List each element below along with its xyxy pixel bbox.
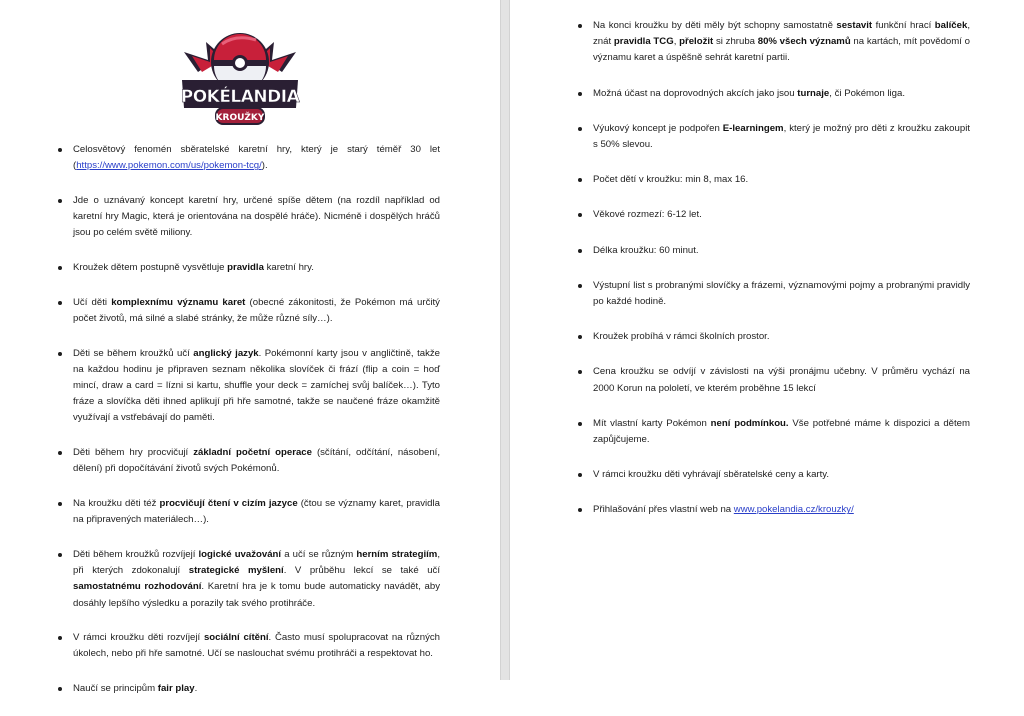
bold-text: není podmínkou. — [710, 417, 789, 429]
logo-title: POKÉLANDIA — [180, 87, 300, 107]
text-span: , — [673, 36, 680, 48]
bold-text: základní početní operace — [193, 447, 312, 459]
list-item — [576, 278, 970, 310]
list-item — [56, 260, 440, 276]
text-span: Jde o uznávaný koncept karetní hry, určené spíše dětem (na rozdíl například od karetní hry Magic, která je orientována na dospělé hráče). Nicméně i dospělých hráčů jsou po celém světě miliony. — [73, 194, 440, 239]
text-span: , znát — [593, 20, 970, 48]
text-span: Výstupní list s probranými slovíčky a frázemi, významovými pojmy a probranými pravidly po každé hodině. — [593, 279, 970, 308]
text-span: Výukový koncept je podpořen — [593, 122, 723, 134]
text-span: (sčítání, odčítání, násobení, dělení) při dopočítávání životů svých Pokémonů. — [73, 447, 440, 475]
document-page-1 — [0, 0, 500, 695]
text-span: . Pokémonní karty jsou v angličtině, takže na každou hodinu je připraven seznam několika slovíček či frází (flip a coin = hoď mincí, draw a card = lízni si kartu, shuffle your deck = zamíchej svůj balíček…). Tyto fráze a slovíčka děti ihned aplikují při hře samotné, takže se naučené fráze okamžitě využívají a vstřebávají do paměti. — [73, 347, 440, 424]
bullet-list-right — [576, 18, 970, 538]
text-span: Celosvětový fenomén sběratelské karetní hry, který je starý téměř 30 let ( — [73, 144, 440, 172]
text-span: V rámci kroužku děti vyhrávají sběratelské ceny a karty. — [593, 469, 830, 481]
bold-text: logické uvažování — [198, 548, 282, 560]
list-item — [576, 329, 970, 345]
list-item — [576, 502, 970, 518]
text-span: Délka kroužku: 60 minut. — [593, 244, 699, 256]
list-item — [56, 630, 440, 662]
text-span: Naučí se principům — [73, 683, 158, 695]
text-span: Děti během hry procvičují — [73, 447, 194, 459]
list-item — [576, 467, 970, 483]
list-item — [56, 193, 440, 242]
text-span: , který je možný pro děti z kroužku zakoupit s 50% slevou. — [593, 122, 970, 151]
text-span: . Často musí spolupracovat na různých úkolech, nebo při hře samotné. Učí se naslouchat svému protihráči a respektovat ho. — [73, 632, 440, 660]
text-span: Kroužek probíhá v rámci školních prostor. — [593, 331, 770, 343]
text-span: funkční hrací — [872, 20, 935, 31]
list-item — [56, 496, 440, 528]
text-span: na kartách, mít povědomí o významu karet a úspěšně sehrát karetní partii. — [593, 36, 970, 64]
text-span: Děti během kroužků rozvíjejí — [73, 548, 199, 560]
bold-text: sociální cítění — [203, 632, 269, 644]
list-item — [576, 416, 970, 448]
bold-text: strategické myšlení — [188, 565, 284, 577]
text-span: (obecné zákonitosti, že Pokémon má určitý počet životů, má silné a slabé stránky, že může různé síly…). — [73, 296, 440, 324]
bold-text: procvičují čtení v cizím jazyce — [159, 498, 298, 510]
text-span: karetní hry. — [263, 262, 314, 274]
bold-text: pravidla TCG — [613, 36, 674, 48]
bold-text: fair play — [157, 683, 195, 695]
text-span: ). — [261, 160, 268, 172]
text-span: . Karetní hra je k tomu bude automaticky navádět, aby dosáhly lepšího výsledku a porazily tak svého protihráče. — [73, 581, 440, 609]
text-span: Počet dětí v kroužku: min 8, max 16. — [593, 174, 749, 186]
bold-text: samostatnému rozhodování — [73, 581, 202, 593]
text-span: Děti se během kroužků učí — [73, 347, 194, 359]
bold-text: anglický jazyk — [193, 347, 259, 359]
logo-subtitle: KROUŽKY — [215, 113, 265, 123]
text-span: Kroužek dětem postupně vysvětluje — [73, 262, 228, 274]
bold-text: herním strategiím — [356, 548, 438, 560]
list-item — [56, 346, 440, 427]
bold-text: balíček — [934, 20, 968, 31]
text-span: Vše potřebné máme k dispozici a dětem zapůjčujeme. — [593, 417, 970, 446]
text-span: . — [194, 683, 198, 695]
bold-text: turnaje — [797, 87, 830, 99]
text-span: , či Pokémon liga. — [829, 87, 905, 99]
list-item — [56, 445, 440, 477]
list-item — [576, 364, 970, 396]
list-item — [56, 142, 440, 174]
text-span: Možná účast na doprovodných akcích jako jsou — [593, 87, 798, 99]
text-span: V rámci kroužku děti rozvíjejí — [73, 632, 204, 644]
list-item — [576, 18, 970, 67]
text-span: Cena kroužku se odvíjí v závislosti na výši pronájmu učebny. V průměru vychází na 2000 Korun na pololetí, ve kterém proběhne 15 lekcí — [593, 366, 970, 394]
hyperlink[interactable]: www.pokelandia.cz/krouzky/ — [733, 504, 854, 516]
page-gutter — [500, 0, 510, 680]
list-item — [576, 207, 970, 223]
list-item — [56, 681, 440, 697]
list-item — [56, 547, 440, 612]
text-span: a učí se různým — [281, 548, 357, 560]
list-item — [576, 86, 970, 102]
bold-text: přeložit — [679, 36, 714, 48]
hyperlink[interactable]: https://www.pokemon.com/us/pokemon-tcg/ — [76, 160, 262, 172]
text-span: (čtou se významy karet, pravidla na připravených materiálech…). — [73, 498, 440, 526]
text-span: Na konci kroužku by děti měly být schopny samostatně — [593, 20, 837, 31]
list-item — [56, 295, 440, 327]
list-item — [576, 172, 970, 188]
bold-text: pravidla — [227, 262, 264, 274]
bold-text: sestavit — [836, 20, 873, 31]
list-item — [576, 121, 970, 153]
text-span: . V průběhu lekcí se také učí — [283, 565, 440, 577]
bold-text: E-learningem — [722, 122, 784, 134]
text-span: Na kroužku děti též — [73, 498, 160, 510]
bullet-list-left — [56, 142, 440, 716]
text-span: Přihlašování přes vlastní web na — [593, 504, 734, 516]
pokelandia-logo — [178, 22, 302, 130]
bold-text: komplexnímu významu karet — [111, 296, 246, 308]
text-span: Mít vlastní karty Pokémon — [593, 417, 711, 429]
text-span: Věkové rozmezí: 6-12 let. — [593, 209, 702, 221]
text-span: , při kterých zdokonalují — [73, 548, 440, 577]
text-span: Učí děti — [73, 296, 112, 308]
bold-text: 80% všech významů — [757, 36, 851, 48]
document-page-2 — [510, 0, 1024, 680]
list-item — [576, 243, 970, 259]
text-span: si zhruba — [713, 36, 758, 48]
